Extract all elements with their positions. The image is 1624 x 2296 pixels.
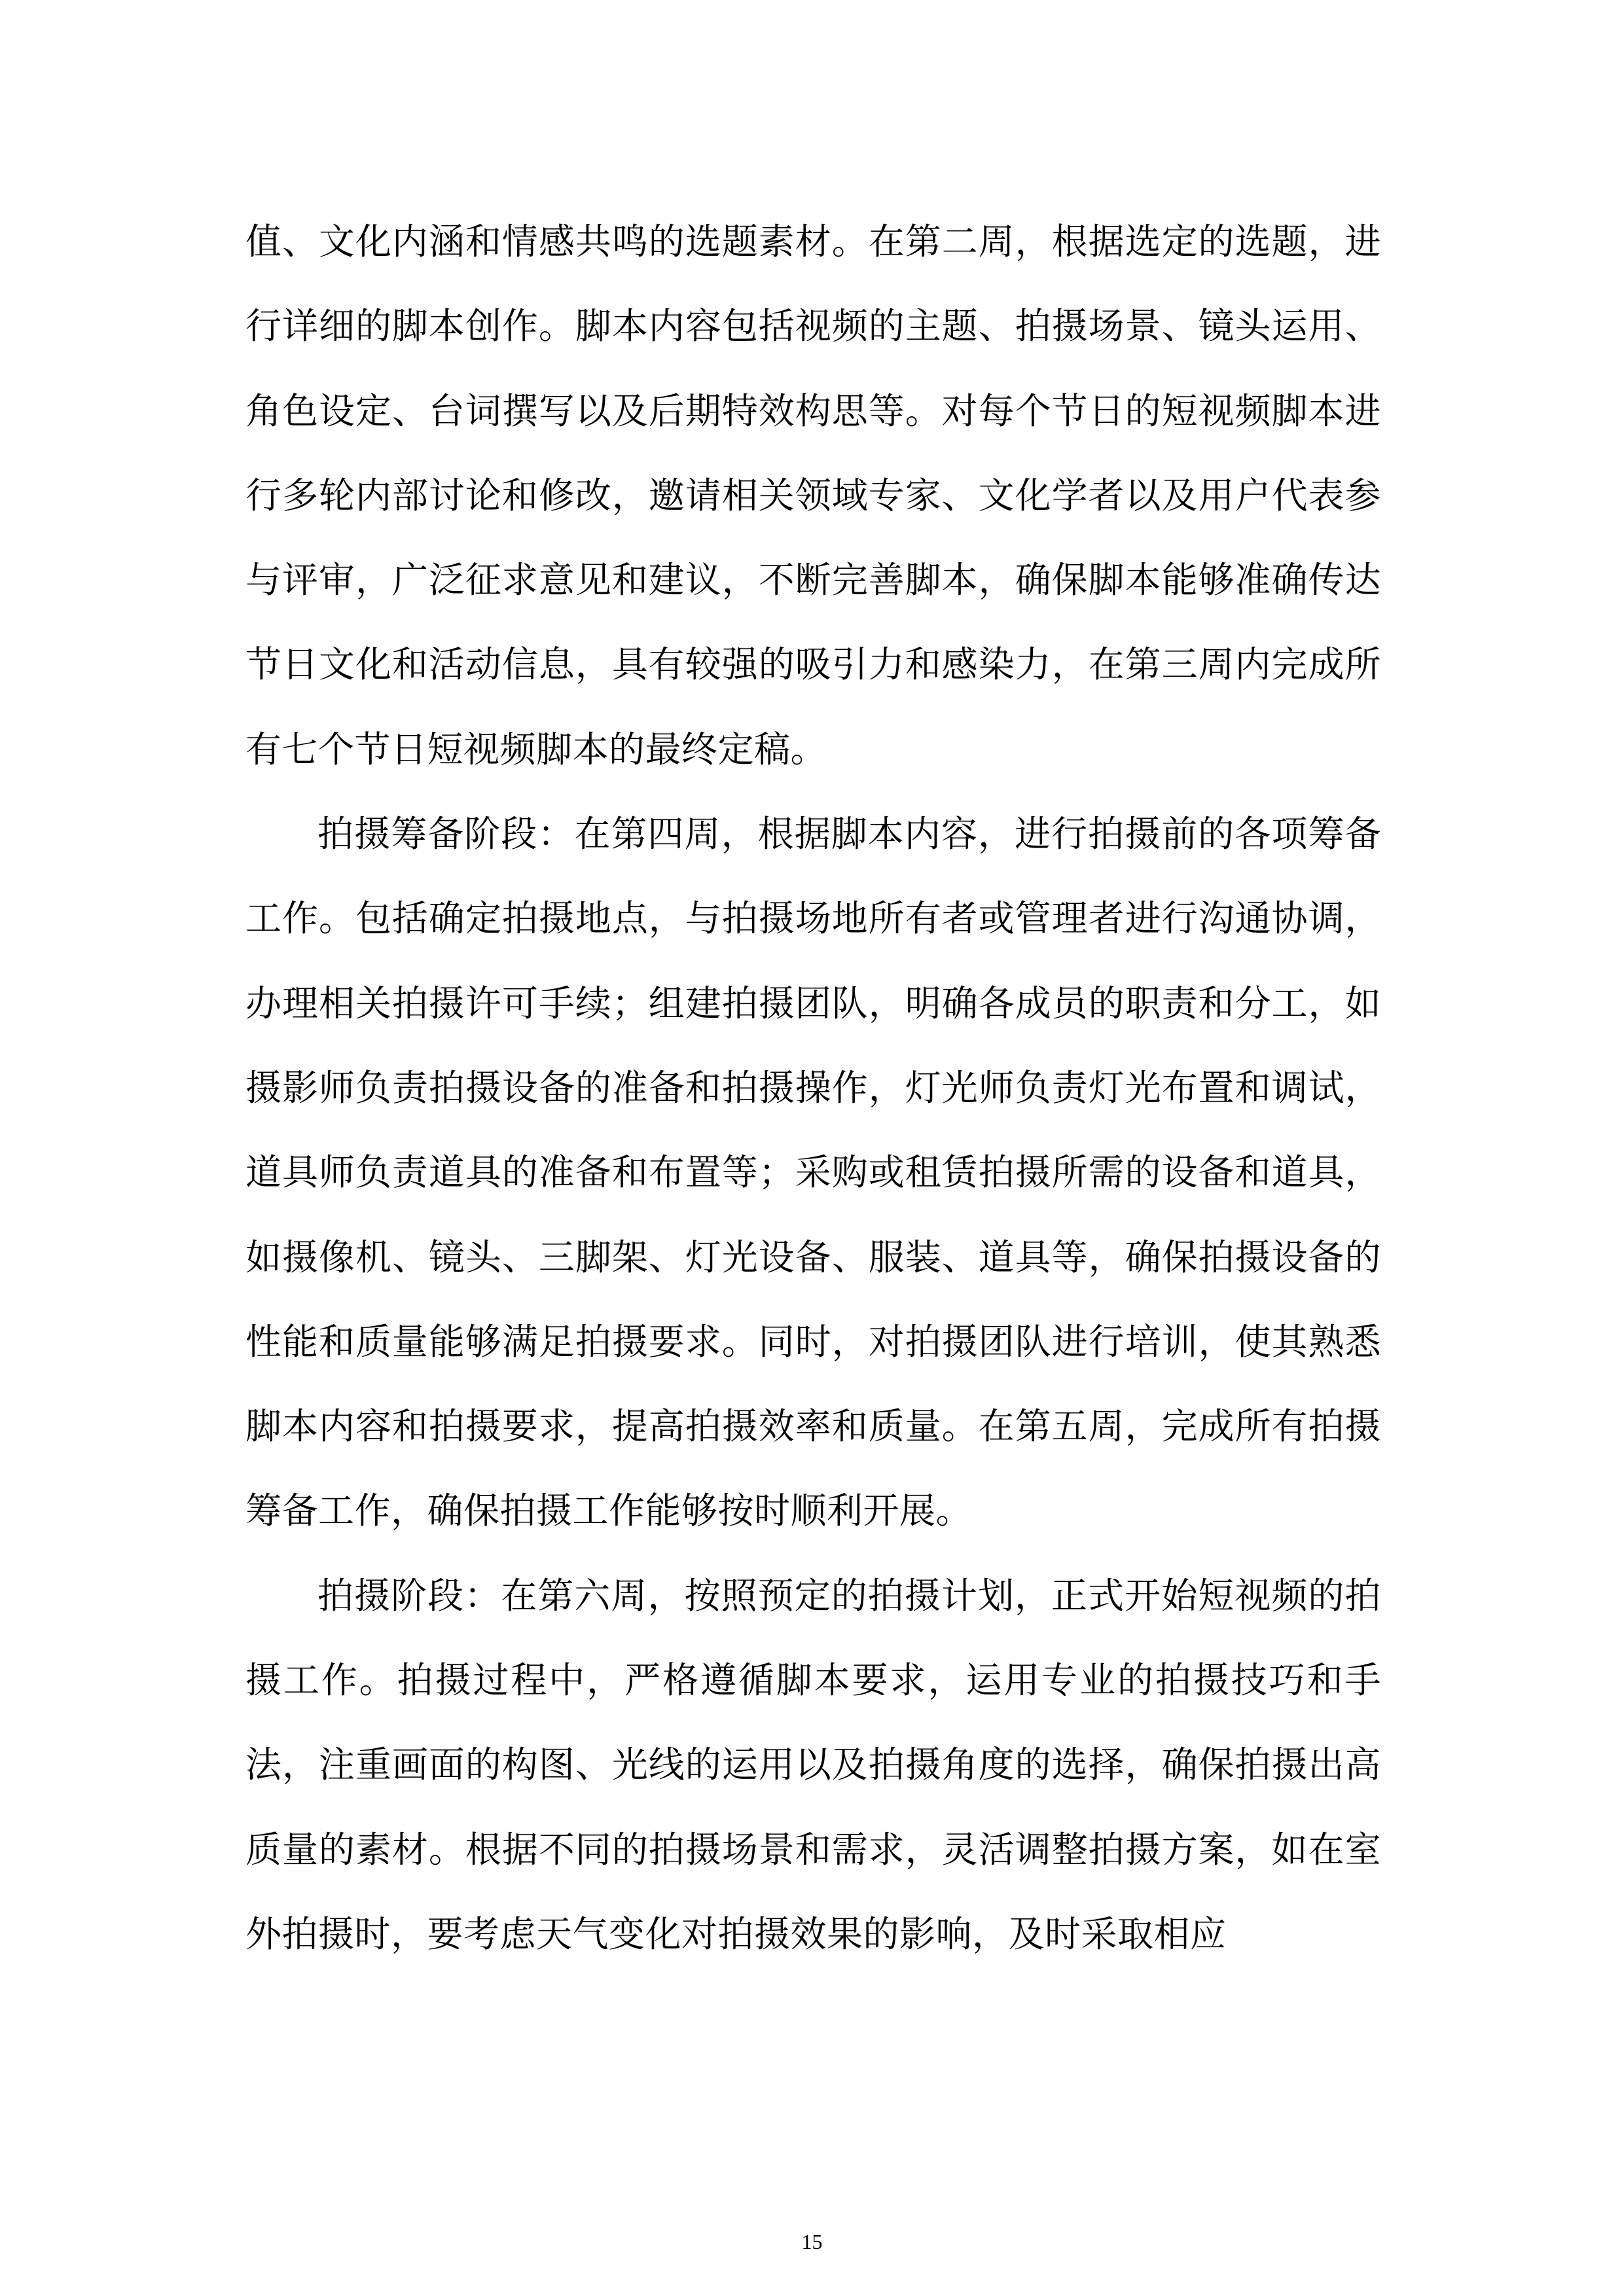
body-text [245,200,1381,1977]
paragraph-shooting-preparation: 拍摄筹备阶段：在第四周，根据脚本内容，进行拍摄前的各项筹备工作。包括确定拍摄地点，与拍摄场地所有者或管理者进行沟通协调，办理相关拍摄许可手续；组建拍摄团队，明确各成员的职责和分工，如摄影师负责拍摄设备的准备和拍摄操作，灯光师负责灯光布置和调试，道具师负责道具的准备和布置等；采购或租赁拍摄所需的设备和道具，如摄像机、镜头、三脚架、灯光设备、服装、道具等，确保拍摄设备的性能和质量能够满足拍摄要求。同时，对拍摄团队进行培训，使其熟悉脚本内容和拍摄要求，提高拍摄效率和质量。在第五周，完成所有拍摄筹备工作，确保拍摄工作能够按时顺利开展。 [245,813,1381,1532]
page-number: 15 [801,2230,823,2253]
paragraph-continuation: 值、文化内涵和情感共鸣的选题素材。在第二周，根据选定的选题，进行详细的脚本创作。脚本内容包括视频的主题、拍摄场景、镜头运用、角色设定、台词撰写以及后期特效构思等。对每个节日的短视频脚本进行多轮内部讨论和修改，邀请相关领域专家、文化学者以及用户代表参与评审，广泛征求意见和建议，不断完善脚本，确保脚本能够准确传达节日文化和活动信息，具有较强的吸引力和感染力，在第三周内完成所有七个节日短视频脚本的最终定稿。 [245,221,1381,770]
paragraph-shooting-stage: 拍摄阶段：在第六周，按照预定的拍摄计划，正式开始短视频的拍摄工作。拍摄过程中，严格遵循脚本要求，运用专业的拍摄技巧和手法，注重画面的构图、光线的运用以及拍摄角度的选择，确保拍摄出高质量的素材。根据不同的拍摄场景和需求，灵活调整拍摄方案，如在室外拍摄时，要考虑天气变化对拍摄效果的影响，及时采取相应 [245,1574,1381,1955]
